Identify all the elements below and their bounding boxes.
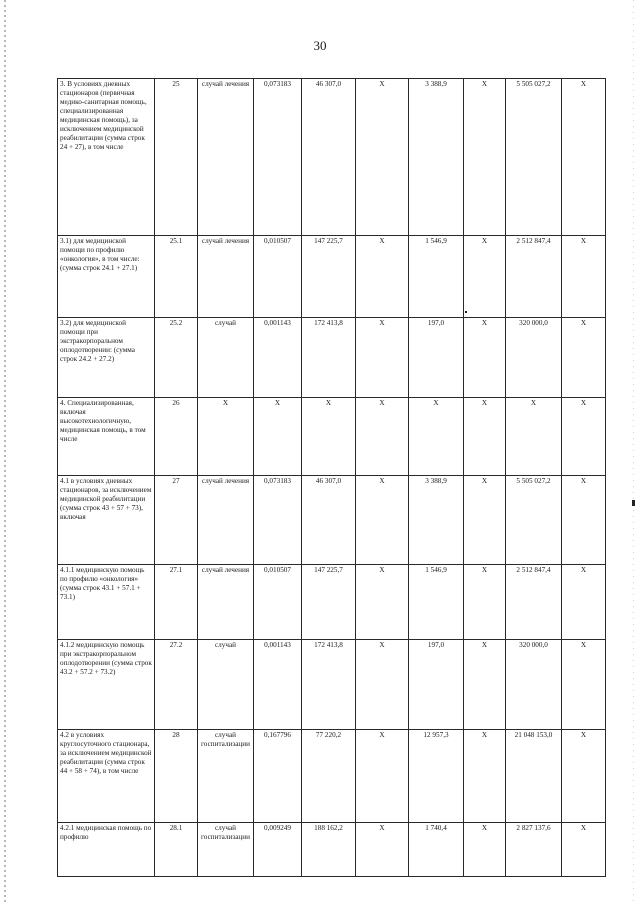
cell-c4: 1 546,9: [409, 236, 464, 318]
cell-c4: 1 546,9: [409, 565, 464, 640]
cell-c1: 0,010507: [254, 236, 302, 318]
cell-c5: X: [464, 79, 506, 236]
cell-code: 25.1: [155, 236, 198, 318]
cell-c5: X: [464, 565, 506, 640]
cell-c5: X: [464, 823, 506, 877]
cell-c2: 147 225,7: [302, 565, 356, 640]
cell-c6: 5 505 027,2: [506, 79, 562, 236]
cell-c3: X: [356, 398, 409, 476]
cell-code: 25.2: [155, 318, 198, 398]
table-row: [58, 730, 606, 823]
cell-code: 28.1: [155, 823, 198, 877]
cell-unit: случай госпитализации: [198, 823, 254, 877]
cell-c1: 0,001143: [254, 318, 302, 398]
cell-c2: 172 413,8: [302, 640, 356, 730]
cell-c4: 3 388,9: [409, 79, 464, 236]
scan-speck: [465, 311, 467, 313]
cell-c2: 46 307,0: [302, 79, 356, 236]
cell-c4: 197,0: [409, 318, 464, 398]
cell-c5: X: [464, 476, 506, 565]
cell-c6: 2 827 137,6: [506, 823, 562, 877]
table-row: [58, 398, 606, 476]
table-row: [58, 565, 606, 640]
cell-unit: случай: [198, 640, 254, 730]
cell-c6: 2 512 847,4: [506, 565, 562, 640]
cell-c4: 1 740,4: [409, 823, 464, 877]
cell-code: 27.1: [155, 565, 198, 640]
cell-unit: случай лечения: [198, 565, 254, 640]
cell-code: 25: [155, 79, 198, 236]
table-row: [58, 823, 606, 877]
cell-c3: X: [356, 79, 409, 236]
cell-c2: 188 162,2: [302, 823, 356, 877]
cell-c2: 77 220,2: [302, 730, 356, 823]
cell-c1: X: [254, 398, 302, 476]
cell-c1: 0,010507: [254, 565, 302, 640]
cell-c6: 5 505 027,2: [506, 476, 562, 565]
cell-unit: случай госпитализации: [198, 730, 254, 823]
cell-c7: X: [562, 79, 606, 236]
cell-c2: 172 413,8: [302, 318, 356, 398]
cell-name: 4.1 в условиях дневных стационаров, за исключением медицинской реабилитации (сумма строк 43 + 57 + 73), включая: [58, 476, 155, 565]
cell-c6: 320 000,0: [506, 318, 562, 398]
cell-c7: X: [562, 318, 606, 398]
cell-name: 3.1) для медицинской помощи по профилю «онкология», в том числе: (сумма строк 24.1 + 27.1): [58, 236, 155, 318]
table-row: [58, 476, 606, 565]
cell-c4: 197,0: [409, 640, 464, 730]
cell-code: 26: [155, 398, 198, 476]
cell-c5: X: [464, 730, 506, 823]
cell-c5: X: [464, 318, 506, 398]
cell-c4: X: [409, 398, 464, 476]
table-row: [58, 236, 606, 318]
cell-c5: X: [464, 236, 506, 318]
cell-c3: X: [356, 565, 409, 640]
cell-c2: 147 225,7: [302, 236, 356, 318]
cell-c1: 0,073183: [254, 476, 302, 565]
cell-name: 4.2 в условиях круглосуточного стационара, за исключением медицинской реабилитации (сумма строк 44 + 58 + 74), в том числе: [58, 730, 155, 823]
cell-c1: 0,001143: [254, 640, 302, 730]
cell-c2: X: [302, 398, 356, 476]
cell-unit: случай: [198, 318, 254, 398]
cell-name: 3. В условиях дневных стационаров (первичная медико-санитарная помощь, специализированная медицинская помощь), за исключением медицинской реабилитации (сумма строк 24 + 27), в том числе: [58, 79, 155, 236]
cell-name: 4.2.1 медицинская помощь по профилю: [58, 823, 155, 877]
cell-unit: случай лечения: [198, 79, 254, 236]
cell-name: 4.1.2 медицинскую помощь при экстракорпоральном оплодотворении (сумма строк 43.2 + 57.2 + 73.2): [58, 640, 155, 730]
cell-c5: X: [464, 398, 506, 476]
cell-c6: X: [506, 398, 562, 476]
cell-unit: X: [198, 398, 254, 476]
cell-c6: 2 512 847,4: [506, 236, 562, 318]
cell-c3: X: [356, 476, 409, 565]
cell-c7: X: [562, 476, 606, 565]
cell-c1: 0,073183: [254, 79, 302, 236]
cell-c2: 46 307,0: [302, 476, 356, 565]
cell-name: 4. Специализированная, включая высокотехнологичную, медицинская помощь, в том числе: [58, 398, 155, 476]
table-row: [58, 640, 606, 730]
cell-c3: X: [356, 318, 409, 398]
scan-speck: [632, 500, 635, 506]
cell-c6: 21 048 153,0: [506, 730, 562, 823]
cell-c3: X: [356, 823, 409, 877]
scan-edge-right: [633, 0, 634, 905]
cell-unit: случай лечения: [198, 476, 254, 565]
cell-name: 3.2) для медицинской помощи при экстракорпоральном оплодотворении: (сумма строк 24.2 + 27.2): [58, 318, 155, 398]
cell-c7: X: [562, 640, 606, 730]
cell-c6: 320 000,0: [506, 640, 562, 730]
cell-c3: X: [356, 640, 409, 730]
cell-c3: X: [356, 236, 409, 318]
cell-c7: X: [562, 565, 606, 640]
table-row: [58, 318, 606, 398]
cell-c4: 3 388,9: [409, 476, 464, 565]
cell-c1: 0,167796: [254, 730, 302, 823]
cell-code: 27.2: [155, 640, 198, 730]
page-number: 30: [313, 38, 327, 53]
cell-unit: случай лечения: [198, 236, 254, 318]
data-table: [57, 78, 606, 877]
cell-c5: X: [464, 640, 506, 730]
cell-c1: 0,009249: [254, 823, 302, 877]
cell-code: 28: [155, 730, 198, 823]
cell-c7: X: [562, 398, 606, 476]
cell-c7: X: [562, 730, 606, 823]
scan-edge-left: [4, 0, 6, 905]
cell-name: 4.1.1 медицинскую помощь по профилю «онкология» (сумма строк 43.1 + 57.1 + 73.1): [58, 565, 155, 640]
cell-c7: X: [562, 823, 606, 877]
cell-c3: X: [356, 730, 409, 823]
table-row: [58, 79, 606, 236]
cell-c7: X: [562, 236, 606, 318]
cell-code: 27: [155, 476, 198, 565]
cell-c4: 12 957,3: [409, 730, 464, 823]
